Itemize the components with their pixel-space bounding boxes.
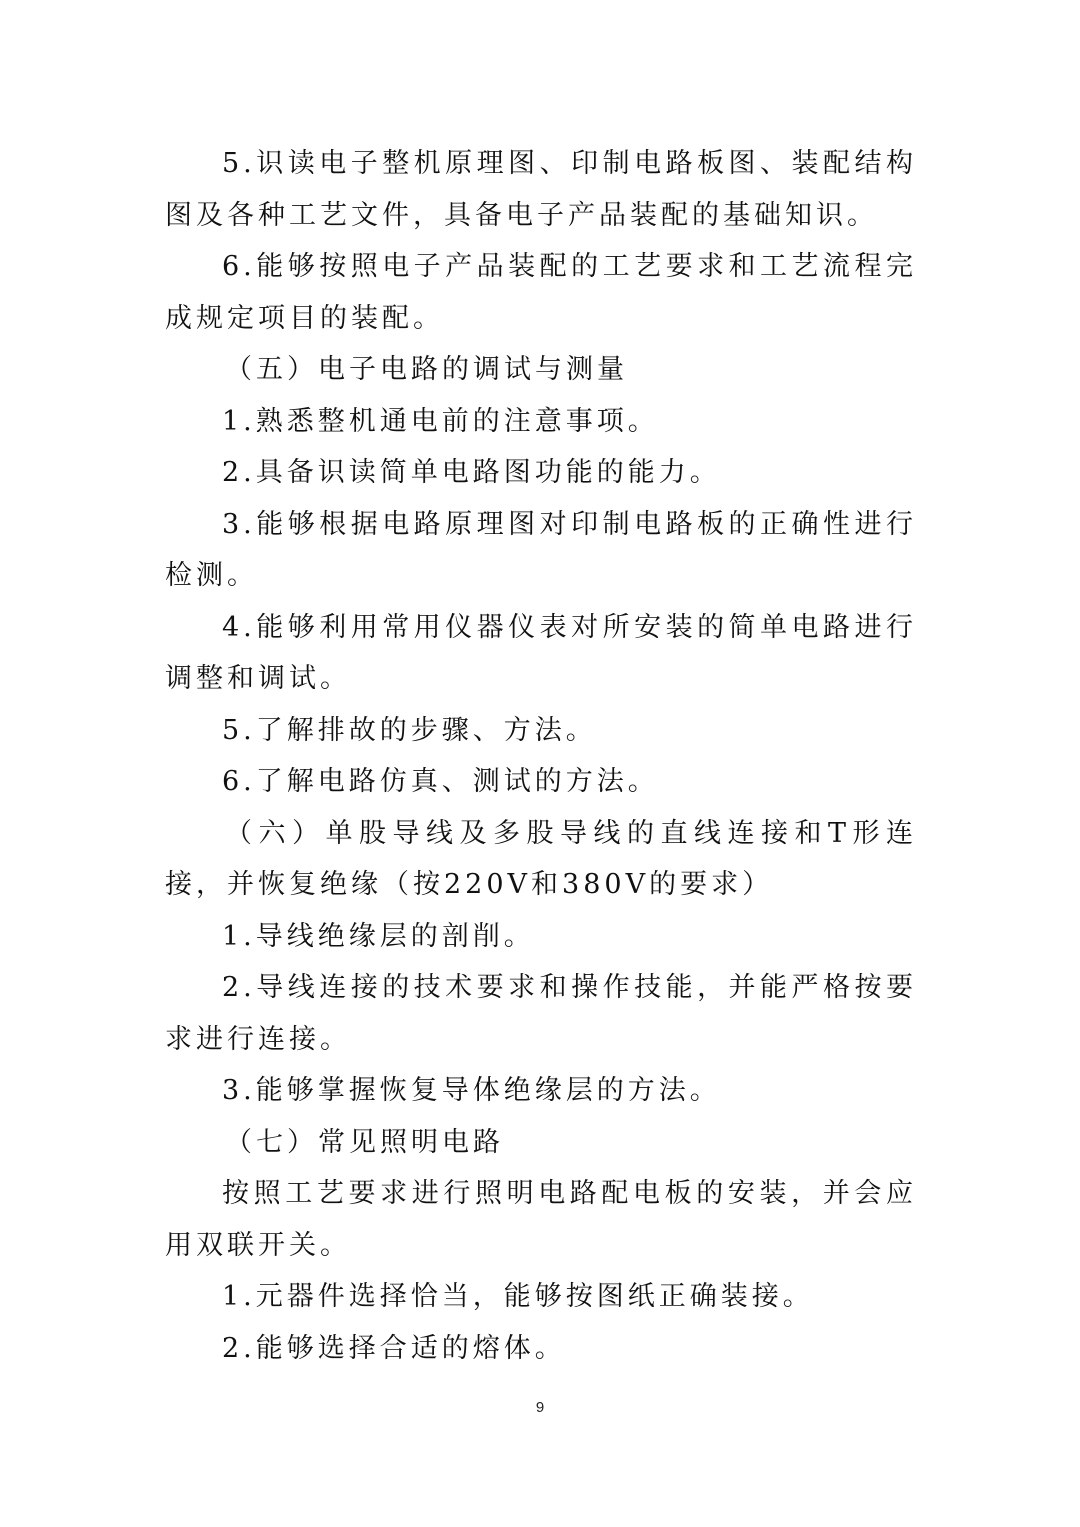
paragraph-item-6: 6.能够按照电子产品装配的工艺要求和工艺流程完成规定项目的装配。	[165, 251, 917, 334]
paragraph-item: 6.了解电路仿真、测试的方法。	[222, 766, 659, 797]
section-heading-5: （五）电子电路的调试与测量	[225, 354, 628, 385]
paragraph-item: 1.元器件选择恰当，能够按图纸正确装接。	[222, 1281, 814, 1312]
section-heading-7: （七）常见照明电路	[225, 1126, 504, 1158]
paragraph-item-5: 5.识读电子整机原理图、印制电路板图、装配结构图及各种工艺文件，具备电子产品装配的基础知识。	[165, 148, 917, 231]
body-text	[165, 138, 917, 1374]
paragraph-item: 3.能够掌握恢复导体绝缘层的方法。	[222, 1075, 721, 1106]
page-number: 9	[535, 1399, 545, 1416]
paragraph-item: 2.能够选择合适的熔体。	[222, 1332, 566, 1364]
paragraph-item: 2.导线连接的技术要求和操作技能，并能严格按要求进行连接。	[165, 972, 917, 1055]
section-heading-6: （六）单股导线及多股导线的直线连接和T形连接，并恢复绝缘（按220V和380V的要求）	[165, 817, 917, 900]
paragraph-item: 3.能够根据电路原理图对印制电路板的正确性进行检测。	[165, 508, 917, 591]
paragraph-item: 5.了解排故的步骤、方法。	[222, 714, 597, 746]
paragraph-item: 1.导线绝缘层的剖削。	[222, 920, 535, 952]
paragraph-item: 2.具备识读简单电路图功能的能力。	[222, 457, 721, 488]
paragraph-item: 4.能够利用常用仪器仪表对所安装的简单电路进行调整和调试。	[165, 611, 917, 694]
paragraph-item: 1.熟悉整机通电前的注意事项。	[222, 405, 659, 437]
paragraph-intro: 按照工艺要求进行照明电路配电板的安装，并会应用双联开关。	[165, 1178, 917, 1261]
